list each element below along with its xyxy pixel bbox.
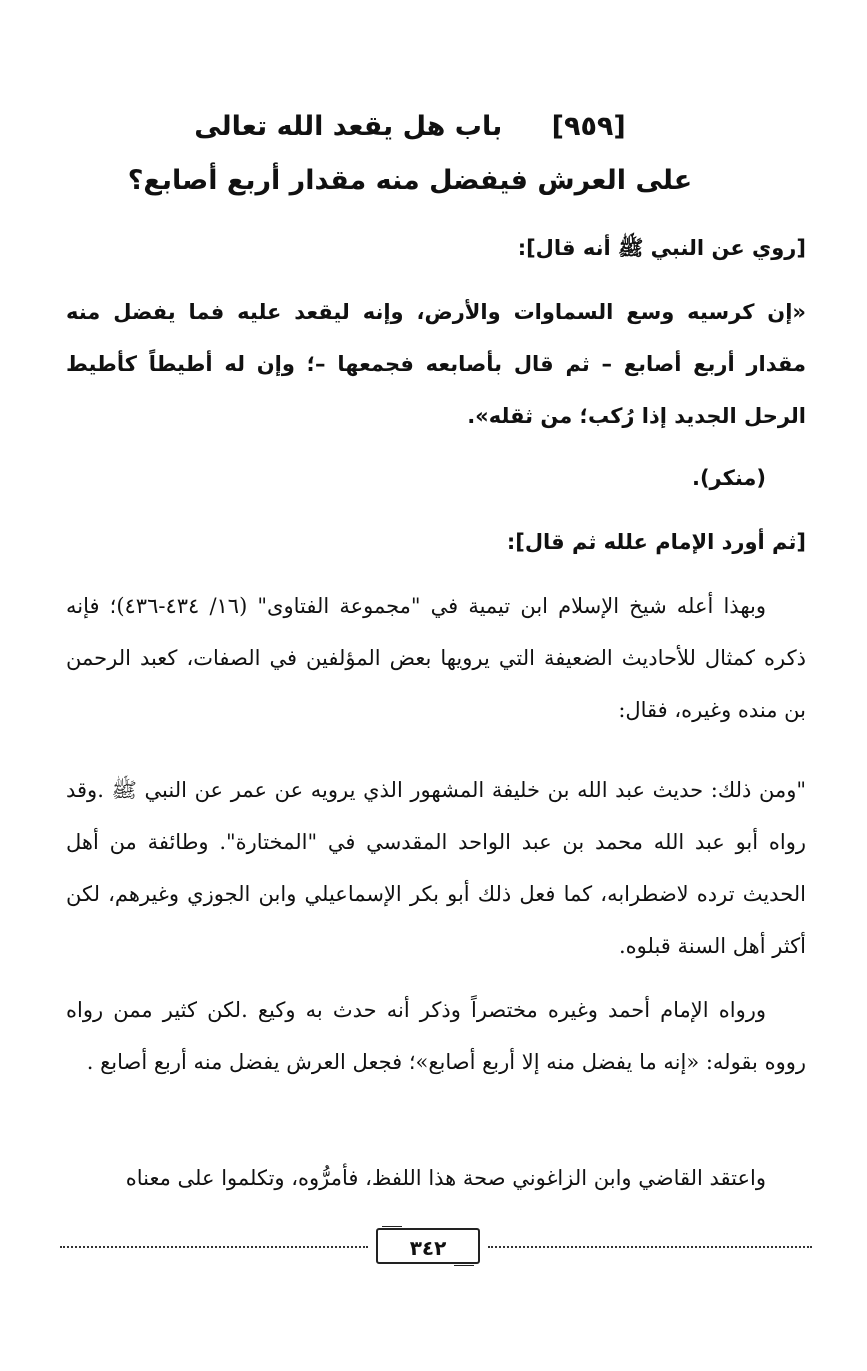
page-number: ٣٤٢: [409, 1236, 447, 1260]
quoted-paragraph-2: ورواه الإمام أحمد وغيره مختصراً وذكر أنه حدث به وكيع .لكن كثير ممن رواه رووه بقوله: «إنه ما يفضل منه إلا أربع أصابع»؛ فجعل العرش يفضل منه أربع أصابع .: [66, 998, 806, 1074]
narration-intro: [روي عن النبي ﷺ أنه قال]:: [517, 236, 806, 260]
hadith-text: «إن كرسيه وسع السماوات والأرض، وإنه ليقعد عليه فما يفضل منه مقدار أربع أصابع – ثم قال بأصابعه فجمعها –؛ وإن له أطيطاً كأطيط الرحل الجديد إذا رُكب؛ من ثقله».: [66, 300, 806, 428]
chapter-heading-text: باب هل يقعد الله تعالى: [194, 111, 503, 142]
page-footer: [60, 1228, 812, 1268]
frame-ornament-icon: [382, 1226, 402, 1239]
commentary-intro: [ثم أورد الإمام علله ثم قال]:: [506, 530, 806, 554]
quoted-paragraph-1: "ومن ذلك: حديث عبد الله بن خليفة المشهور الذي يرويه عن عمر عن النبي ﷺ .وقد رواه أبو عبد الله محمد بن عبد الواحد المقدسي في "المختارة". وطائفة من أهل الحديث ترده لاضطرابه، كما فعل ذلك أبو بكر الإسماعيلي وابن الجوزي وغيرهم، لكن أكثر أهل السنة قبلوه.: [66, 778, 806, 958]
page-number-frame: [376, 1228, 480, 1264]
frame-ornament-icon: [454, 1253, 474, 1266]
grading: (منكر).: [691, 466, 766, 490]
chapter-number: [٩٥٩]: [551, 111, 626, 142]
chapter-title: [60, 100, 760, 208]
footer-dotted-rule-left: [60, 1246, 368, 1248]
footer-dotted-rule-right: [488, 1246, 812, 1248]
commentary-paragraph-1: وبهذا أعله شيخ الإسلام ابن تيمية في "مجموعة الفتاوى" (١٦/ ٤٣٤-٤٣٦)؛ فإنه ذكره كمثال للأحاديث الضعيفة التي يرويها بعض المؤلفين في الصفات، كعبد الرحمن بن منده وغيره، فقال:: [66, 594, 806, 722]
quoted-paragraph-3: واعتقد القاضي وابن الزاغوني صحة هذا اللفظ، فأمرُّوه، وتكلموا على معناه: [125, 1166, 766, 1190]
chapter-title-line-1: [60, 100, 760, 154]
chapter-title-line-2: على العرش فيفضل منه مقدار أربع أصابع؟: [127, 165, 693, 196]
